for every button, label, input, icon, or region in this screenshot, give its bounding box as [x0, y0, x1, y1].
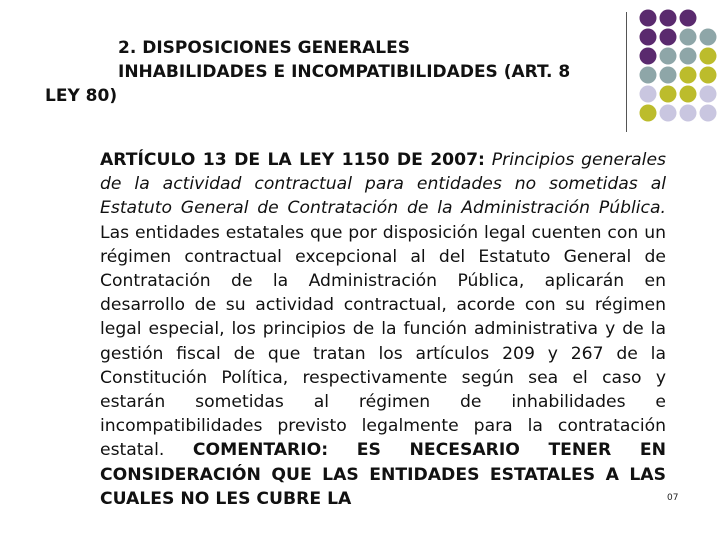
decorative-dot [700, 86, 717, 103]
decorative-dot [680, 67, 697, 84]
decorative-dot-grid [0, 0, 720, 140]
commentary-text: COMENTARIO: ES NECESARIO TENER EN CONSIDERACIÓN QUE LAS ENTIDADES ESTATALES A LAS CUALES NO LES CUBRE LA [100, 440, 666, 509]
decorative-dot [680, 86, 697, 103]
decorative-dot [640, 29, 657, 46]
decorative-dot [680, 29, 697, 46]
article-subtitle-italic: Principios generales de la actividad contractual para entidades no sometidas al Estatuto General de Contratación de la Administración Pública. [100, 150, 666, 219]
article-paragraph: Las entidades estatales que por disposición legal cuenten con un régimen contractual excepcional al del Estatuto General de Contratación de la Administración Pública, aplicarán en desarrollo de su actividad contractual, acorde con su régimen legal especial, los principios de la función administrativa y de la gestión fiscal de que tratan los artículos 209 y 267 de la Constitución Política, respectivamente según sea el caso y estarán sometidas al régimen de inhabilidades e incompatibilidades previsto legalmente para la contratación estatal. [100, 222, 666, 461]
decorative-dot [640, 105, 657, 122]
page-number: 07 [667, 493, 679, 503]
decorative-dot [660, 67, 677, 84]
decorative-dot [640, 48, 657, 65]
decorative-dot [700, 67, 717, 84]
decorative-dot [660, 105, 677, 122]
slide-title-line-1: 2. DISPOSICIONES GENERALES [118, 38, 410, 58]
decorative-dot [700, 48, 717, 65]
decorative-dot [680, 10, 697, 27]
decorative-dot [640, 86, 657, 103]
article-body-text [100, 148, 666, 511]
slide-title-line-3: LEY 80) [45, 86, 118, 106]
decorative-dot [660, 48, 677, 65]
slide-title-line-2: INHABILIDADES E INCOMPATIBILIDADES (ART. 8 [118, 62, 571, 82]
decorative-dot [640, 67, 657, 84]
decorative-dot [700, 105, 717, 122]
decorative-dot [640, 10, 657, 27]
decorative-dot [700, 29, 717, 46]
decorative-dot [660, 29, 677, 46]
decorative-dot [660, 10, 677, 27]
decorative-dot [680, 105, 697, 122]
decorative-dot [680, 48, 697, 65]
decorative-dot [660, 86, 677, 103]
article-heading: ARTÍCULO 13 DE LA LEY 1150 DE 2007: [100, 150, 485, 170]
